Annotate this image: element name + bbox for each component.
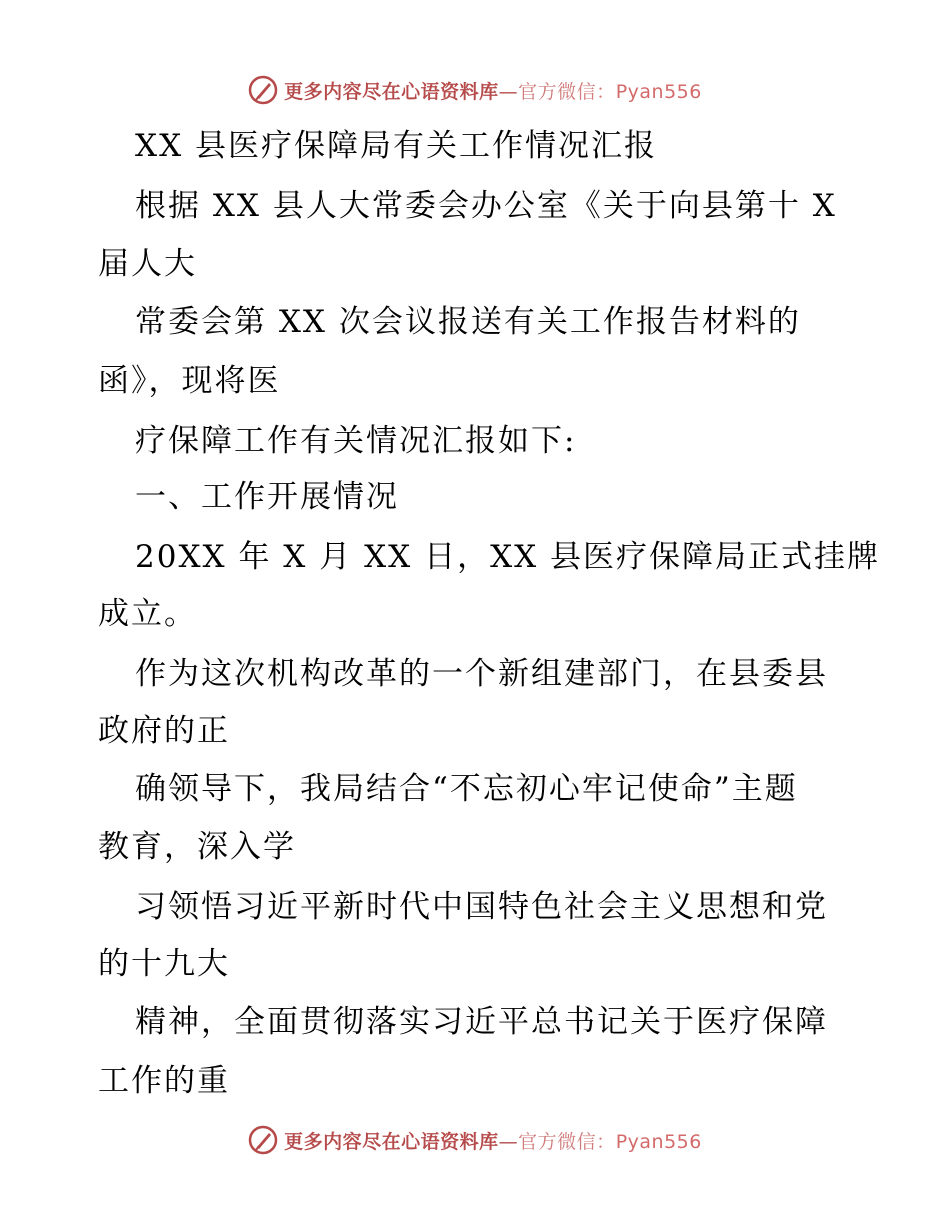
paragraph-line: 20XX 年 X 月 XX 日，XX 县医疗保障局正式挂牌 [135,539,881,575]
banner-wechat-id: Pyan556 [615,1130,702,1153]
paragraph-line: 政府的正 [98,713,230,749]
paragraph-line: 疗保障工作有关情况汇报如下: [135,423,577,459]
paragraph-line: 习领悟习近平新时代中国特色社会主义思想和党 [135,889,828,925]
paragraph-line: 成立。 [98,596,197,632]
paragraph-line: 确领导下，我局结合“不忘初心牢记使命”主题 [135,771,798,807]
footer-banner [0,1118,950,1162]
banner-wechat-id: Pyan556 [615,80,702,103]
paragraph-line: 常委会第 XX 次会议报送有关工作报告材料的 [135,304,801,340]
banner-main-text: 更多内容尽在心语资料库 [284,80,499,103]
quill-logo-icon [248,75,278,105]
banner-wechat-label: 官方微信： [518,80,616,103]
paragraph-line: 工作的重 [98,1063,230,1099]
paragraph-line: 根据 XX 县人大常委会办公室《关于向县第十 X [135,188,837,224]
paragraph-line: 精神，全面贯彻落实习近平总书记关于医疗保障 [135,1004,828,1040]
banner-separator: — [498,1130,519,1153]
paragraph-line: 的十九大 [98,946,230,982]
banner-wechat-label: 官方微信： [518,1130,616,1153]
quill-logo-icon [248,1125,278,1155]
banner-separator: — [498,80,519,103]
header-banner [0,68,950,112]
section-heading: 一、工作开展情况 [135,479,399,515]
paragraph-line: 函》，现将医 [98,363,281,399]
banner-main-text: 更多内容尽在心语资料库 [284,1130,499,1153]
paragraph-line: 作为这次机构改革的一个新组建部门，在县委县 [135,656,828,692]
paragraph-line: 教育，深入学 [98,829,296,865]
paragraph-line: 届人大 [98,246,197,282]
document-title: XX 县医疗保障局有关工作情况汇报 [135,128,657,164]
